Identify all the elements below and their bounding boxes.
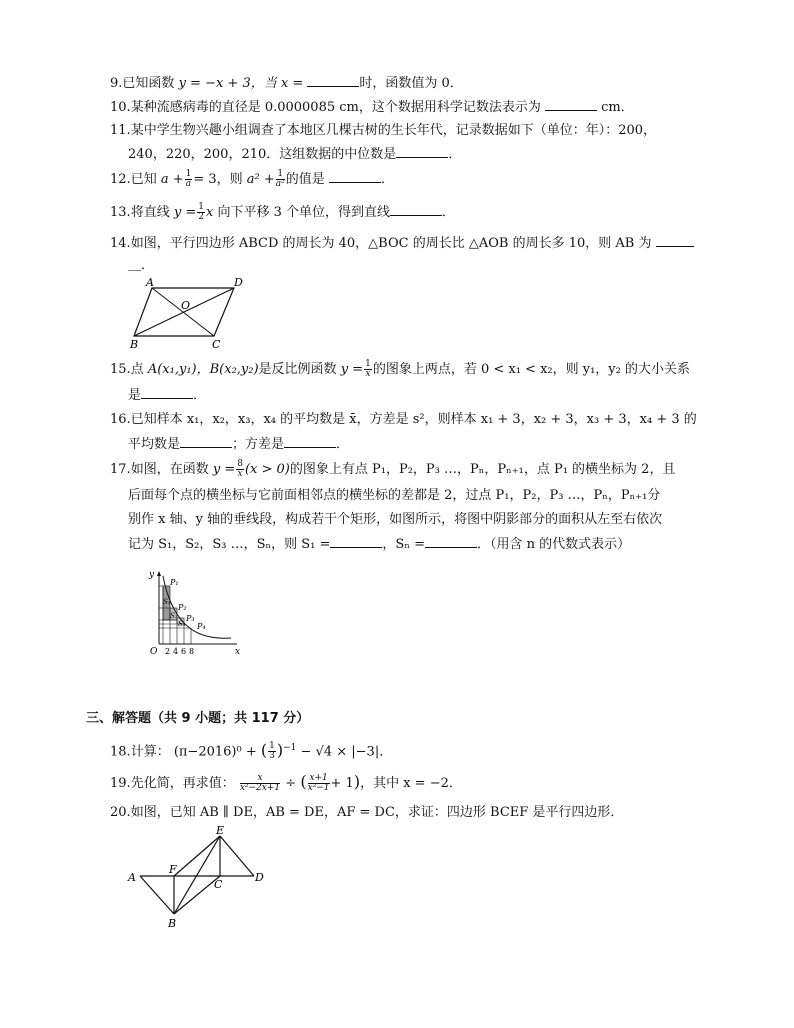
svg-text:2: 2	[165, 647, 171, 656]
answer-blank[interactable]	[545, 97, 597, 111]
answer-blank[interactable]	[425, 534, 477, 548]
answer-blank[interactable]	[180, 434, 232, 448]
question-14-line1: 14.如图，平行四边形 ABCD 的周长为 40，△BOC 的周长比 △AOB 的周长多 10，则 AB 为	[110, 233, 694, 254]
svg-text:4: 4	[173, 647, 179, 656]
fraction: $\frac{x+1}{\text{x²−1}}$	[307, 773, 330, 793]
label-E: E	[216, 824, 225, 837]
label-B: B	[130, 338, 139, 351]
fraction: $\frac{8}{x}$	[237, 459, 243, 479]
answer-blank[interactable]	[307, 73, 359, 87]
question-16-line2: 平均数是 ；方差是 ．	[128, 434, 349, 455]
label-A: A	[146, 276, 154, 289]
label-D: D	[234, 276, 243, 289]
quadrilateral-figure	[128, 826, 268, 930]
fraction: $\frac{1}{\text{a²}}$	[275, 169, 285, 189]
axis-y-label: y	[149, 570, 155, 580]
question-17-line2: 后面每个点的横坐标与它前面相邻点的横坐标的差都是 2，过点 P₁，P₂，P₃ …，Pₙ，Pₙ₊₁分	[128, 488, 661, 503]
question-11-line1: 11.某中学生物兴趣小组调查了本地区几棵古树的生长年代，记录数据如下（单位：年）：200，	[110, 123, 657, 138]
question-13: 13.将直线 y = $\frac{1}{2}$ x 向下平移 3 个单位，得到直线 ．	[110, 202, 455, 222]
question-10: 10.某种流感病毒的直径是 0.0000085 cm，这个数据用科学记数法表示为 cm．	[110, 97, 634, 118]
label-F: F	[169, 863, 177, 876]
hyperbola-rectangles-figure	[145, 568, 245, 656]
svg-text:S₁: S₁	[163, 598, 171, 606]
label-D: D	[255, 871, 264, 884]
svg-text:S₂: S₂	[170, 612, 178, 620]
question-14-line2: ＿．	[128, 258, 155, 273]
question-12: 12.已知 a + $\frac{1}{a}$ = 3，则 a² + $\frac{1}{\text{a²}}$ 的值是 ．	[110, 169, 394, 189]
answer-blank[interactable]	[141, 385, 193, 399]
svg-text:P₄: P₄	[197, 622, 206, 631]
label-C: C	[212, 338, 221, 351]
label-O: O	[181, 299, 191, 312]
question-20: 20.如图，已知 AB ∥ DE，AB = DE，AF = DC，求证：四边形 BCEF 是平行四边形．	[110, 805, 624, 820]
fraction: $\frac{x}{\text{x²−2x+1}}$	[239, 773, 281, 793]
svg-text:P₁: P₁	[170, 578, 179, 587]
svg-text:P₂: P₂	[178, 603, 187, 612]
answer-blank[interactable]	[656, 233, 694, 247]
parallelogram-figure	[130, 278, 260, 350]
answer-blank[interactable]	[330, 534, 382, 548]
answer-blank[interactable]	[329, 169, 381, 183]
question-18: 18.计算： (π−2016)⁰ + ( $\frac{1}{3}$ )$^{-1}$ − √4 × |−3|．	[110, 740, 393, 762]
origin-label: O	[150, 647, 158, 657]
axis-x-label: x	[235, 647, 241, 657]
question-17-line4: 记为 S₁，S₂，S₃ …，Sₙ，则 S₁ = ，Sₙ = ．（用含 n 的代数式表示）	[128, 534, 630, 555]
fraction: $\frac{1}{x}$	[365, 359, 371, 379]
svg-text:6: 6	[181, 647, 187, 656]
label-C: C	[214, 878, 223, 891]
answer-blank[interactable]	[396, 144, 448, 158]
svg-text:8: 8	[189, 647, 195, 656]
fraction: $\frac{1}{a}$	[185, 169, 192, 189]
fraction: $\frac{1}{3}$	[269, 741, 275, 762]
section-heading: 三、解答题（共 9 小题；共 117 分）	[86, 711, 310, 726]
question-9: 9.已知函数 y = −x + 3，当 x = 时，函数值为 0．	[110, 73, 463, 94]
question-17-line3: 别作 x 轴、y 轴的垂线段，构成若干个矩形，如图所示，将图中阴影部分的面积从左至右依次	[128, 512, 663, 527]
question-11-line2: 240，220，200，210．这组数据的中位数是 ．	[128, 144, 461, 165]
label-A: A	[128, 871, 136, 884]
label-B: B	[168, 917, 177, 930]
question-15-line1: 15.点 A(x₁,y₁)，B(x₂,y₂)是反比例函数 y = $\frac{1}{x}$ 的图象上两点，若 0 < x₁ < x₂，则 y₁，y₂ 的大小关系	[110, 359, 690, 379]
question-16-line1: 16.已知样本 x₁，x₂，x₃，x₄ 的平均数是 x̄，方差是 s²，则样本 x₁ + 3，x₂ + 3，x₃ + 3，x₄ + 3 的	[110, 412, 697, 427]
question-17-line1: 17.如图，在函数 y = $\frac{8}{x}$ (x > 0)的图象上有点 P₁，P₂，P₃ …，Pₙ，Pₙ₊₁，点 P₁ 的横坐标为 2，且	[110, 459, 676, 479]
answer-blank[interactable]	[284, 434, 336, 448]
svg-text:S₃: S₃	[178, 620, 186, 628]
fraction: $\frac{1}{2}$	[198, 202, 204, 222]
svg-text:P₃: P₃	[186, 614, 195, 623]
answer-blank[interactable]	[390, 202, 442, 216]
question-19: 19.先化简，再求值： $\frac{x}{\text{x²−2x+1}}$ ÷ ( $\frac{x+1}{\text{x²−1}}$ + 1)，其中 x = −2．	[110, 772, 462, 793]
question-15-line2: 是 ．	[128, 385, 206, 406]
